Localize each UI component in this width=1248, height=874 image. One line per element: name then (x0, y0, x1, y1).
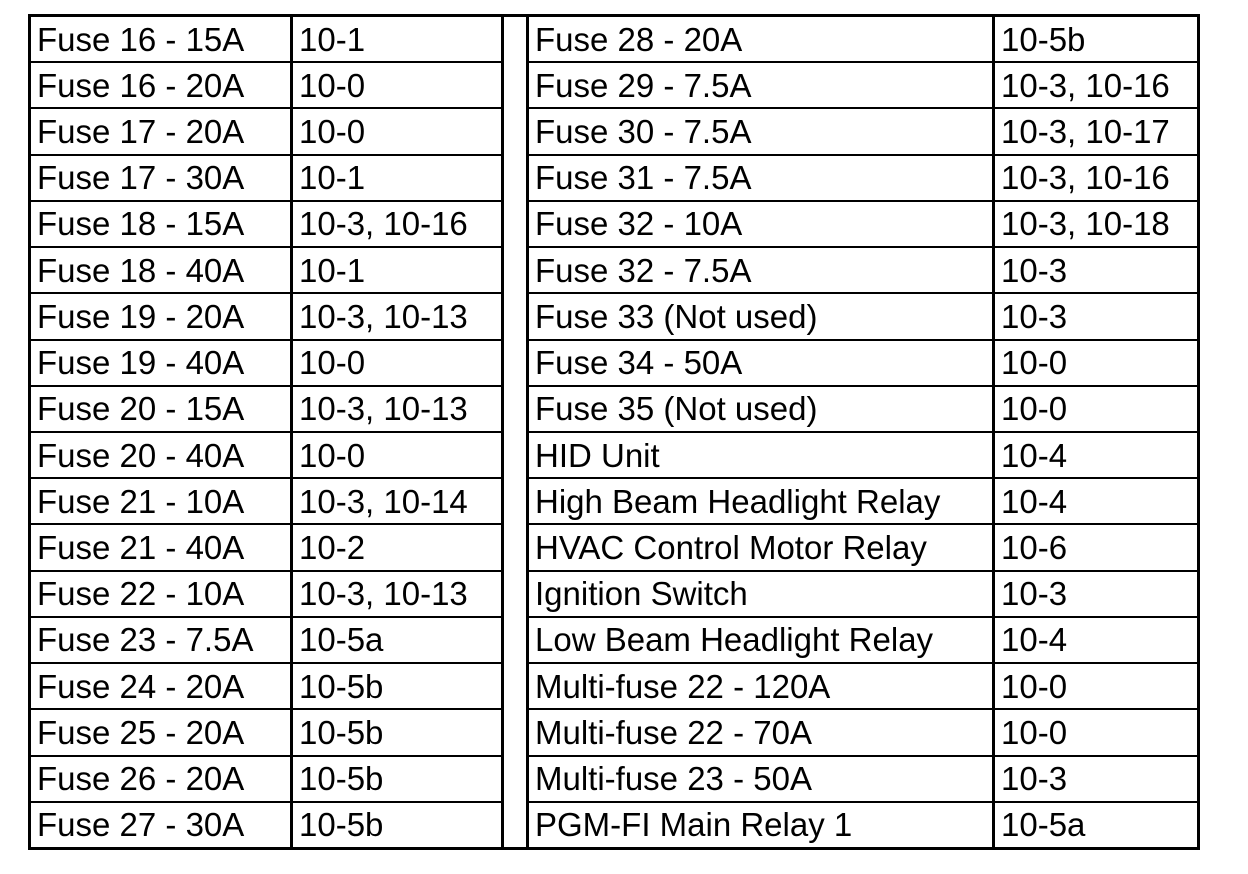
component-cell: Fuse 31 - 7.5A (529, 156, 995, 200)
component-cell: Low Beam Headlight Relay (529, 618, 995, 662)
page-reference-cell: 10-6 (1001, 529, 1068, 567)
component-cell: Fuse 18 - 15A (31, 202, 293, 246)
table-row (529, 341, 1197, 387)
page-reference-cell: 10-0 (1001, 667, 1068, 705)
page-reference-cell: 10-5a (1001, 806, 1086, 844)
table-row (529, 387, 1197, 433)
page-reference-cell: 10-3 (1001, 760, 1068, 798)
page-reference-cell: 10-3, 10-17 (1001, 113, 1170, 151)
page-reference-cell: 10-0 (299, 113, 366, 151)
component-cell: Multi-fuse 22 - 70A (529, 710, 995, 754)
component-cell: HID Unit (529, 433, 995, 477)
component-cell: Fuse 19 - 20A (31, 294, 293, 338)
page-reference-cell: 10-3, 10-16 (1001, 159, 1170, 197)
page-reference-cell: 10-5a (299, 621, 384, 659)
component-cell: Fuse 21 - 40A (31, 525, 293, 569)
table-row (31, 572, 501, 618)
page-reference-cell: 10-3, 10-14 (299, 482, 468, 520)
table-row (31, 248, 501, 294)
page-reference-cell: 10-4 (1001, 621, 1068, 659)
table-row (31, 803, 501, 847)
table-row (529, 572, 1197, 618)
component-cell: HVAC Control Motor Relay (529, 525, 995, 569)
page-reference-cell: 10-3, 10-13 (299, 575, 468, 613)
component-cell: Fuse 20 - 15A (31, 387, 293, 431)
table-row (31, 156, 501, 202)
page-reference-cell: 10-3, 10-18 (1001, 205, 1170, 243)
page-reference-cell: 10-3, 10-16 (1001, 66, 1170, 104)
component-cell: Fuse 30 - 7.5A (529, 109, 995, 153)
page-reference-cell: 10-5b (299, 667, 384, 705)
table-row (31, 341, 501, 387)
table-row (31, 664, 501, 710)
component-cell: Fuse 32 - 10A (529, 202, 995, 246)
page-reference-cell: 10-1 (299, 251, 366, 289)
page-reference-cell: 10-4 (1001, 436, 1068, 474)
right-table-block (529, 17, 1197, 847)
component-cell: Fuse 28 - 20A (529, 17, 995, 61)
component-cell: Ignition Switch (529, 572, 995, 616)
component-cell: Fuse 21 - 10A (31, 479, 293, 523)
table-row (31, 618, 501, 664)
table-row (529, 248, 1197, 294)
page-reference-cell: 10-1 (299, 20, 366, 58)
page-reference-cell: 10-4 (1001, 482, 1068, 520)
component-cell: Fuse 29 - 7.5A (529, 63, 995, 107)
page-reference-cell: 10-3 (1001, 297, 1068, 335)
table-row (31, 387, 501, 433)
component-cell: Fuse 16 - 15A (31, 17, 293, 61)
table-row (529, 664, 1197, 710)
component-cell: Fuse 27 - 30A (31, 803, 293, 847)
table-row (529, 433, 1197, 479)
table-row (529, 202, 1197, 248)
page-reference-cell: 10-5b (299, 806, 384, 844)
table-row (31, 294, 501, 340)
table-divider (501, 17, 529, 847)
component-cell: Fuse 22 - 10A (31, 572, 293, 616)
page-reference-cell: 10-5b (1001, 20, 1086, 58)
table-row (529, 525, 1197, 571)
component-cell: Multi-fuse 22 - 120A (529, 664, 995, 708)
table-row (31, 433, 501, 479)
component-cell: Fuse 18 - 40A (31, 248, 293, 292)
page-reference-cell: 10-3, 10-16 (299, 205, 468, 243)
component-cell: Multi-fuse 23 - 50A (529, 757, 995, 801)
page-reference-cell: 10-5b (299, 713, 384, 751)
component-cell: Fuse 35 (Not used) (529, 387, 995, 431)
table-row (31, 479, 501, 525)
table-row (31, 525, 501, 571)
component-cell: Fuse 20 - 40A (31, 433, 293, 477)
page-reference-cell: 10-0 (1001, 344, 1068, 382)
page-reference-cell: 10-0 (299, 344, 366, 382)
component-cell: Fuse 23 - 7.5A (31, 618, 293, 662)
page-reference-cell: 10-2 (299, 529, 366, 567)
table-row (31, 109, 501, 155)
component-cell: Fuse 25 - 20A (31, 710, 293, 754)
component-cell: Fuse 32 - 7.5A (529, 248, 995, 292)
table-row (31, 202, 501, 248)
page-reference-cell: 10-3, 10-13 (299, 297, 468, 335)
table-row (529, 803, 1197, 847)
page-reference-cell: 10-0 (1001, 713, 1068, 751)
table-row (529, 618, 1197, 664)
table-row (31, 63, 501, 109)
table-row (529, 63, 1197, 109)
page-reference-cell: 10-1 (299, 159, 366, 197)
table-row (31, 710, 501, 756)
page-reference-cell: 10-3, 10-13 (299, 390, 468, 428)
page-reference-cell: 10-0 (1001, 390, 1068, 428)
page-reference-cell: 10-3 (1001, 251, 1068, 289)
component-cell: Fuse 17 - 30A (31, 156, 293, 200)
page-reference-cell: 10-3 (1001, 575, 1068, 613)
table-row (529, 156, 1197, 202)
fuse-reference-table (28, 14, 1200, 850)
component-cell: Fuse 26 - 20A (31, 757, 293, 801)
component-cell: Fuse 19 - 40A (31, 341, 293, 385)
component-cell: Fuse 24 - 20A (31, 664, 293, 708)
component-cell: Fuse 34 - 50A (529, 341, 995, 385)
component-cell: Fuse 17 - 20A (31, 109, 293, 153)
table-row (529, 757, 1197, 803)
component-cell: Fuse 16 - 20A (31, 63, 293, 107)
table-row (529, 109, 1197, 155)
table-row (31, 17, 501, 63)
page-reference-cell: 10-0 (299, 66, 366, 104)
table-row (529, 294, 1197, 340)
component-cell: PGM-FI Main Relay 1 (529, 803, 995, 847)
page-reference-cell: 10-0 (299, 436, 366, 474)
table-row (529, 479, 1197, 525)
component-cell: High Beam Headlight Relay (529, 479, 995, 523)
left-table-block (31, 17, 501, 847)
table-row (529, 17, 1197, 63)
page-reference-cell: 10-5b (299, 760, 384, 798)
table-row (31, 757, 501, 803)
table-row (529, 710, 1197, 756)
component-cell: Fuse 33 (Not used) (529, 294, 995, 338)
